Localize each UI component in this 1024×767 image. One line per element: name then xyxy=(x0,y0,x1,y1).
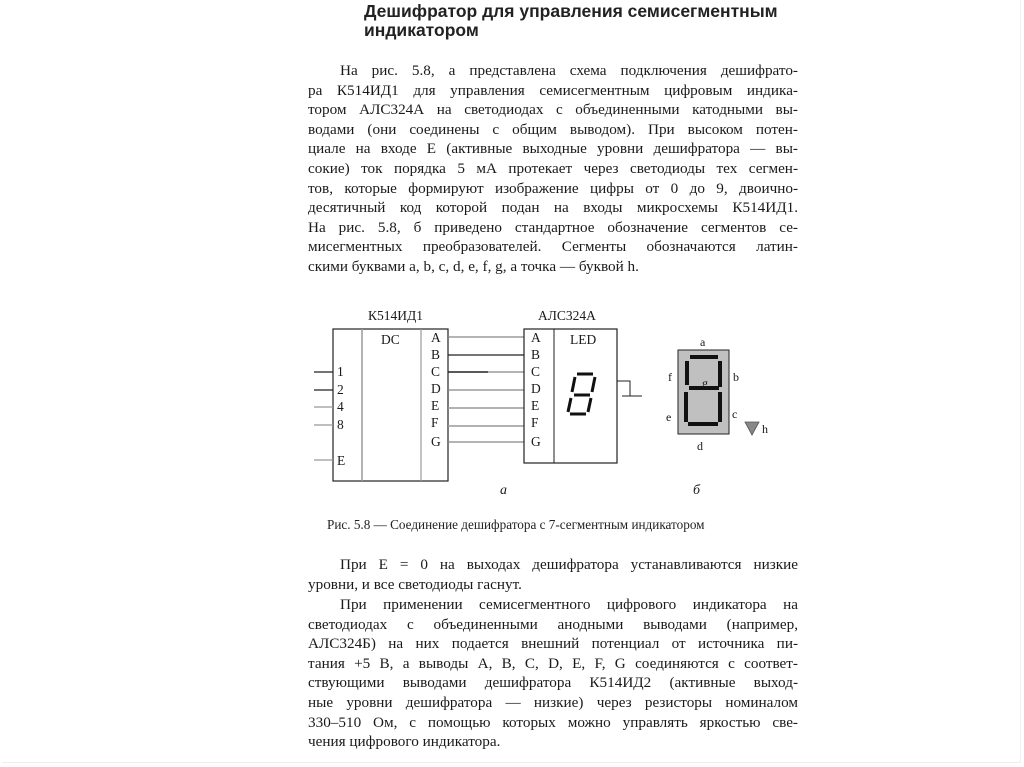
figure-caption: Рис. 5.8 — Соединение дешифратора с 7-сегментным индикатором xyxy=(327,517,705,532)
text-line: сокие) ток порядка 5 мА протекает через светодиоды тех сегмен- xyxy=(308,159,798,177)
segment-label-c: c xyxy=(732,407,738,421)
segment-label-h: h xyxy=(762,422,768,436)
paragraph-1 xyxy=(308,61,798,277)
indicator-input-d: D xyxy=(531,381,541,396)
decoder-output-g: G xyxy=(431,434,441,449)
decoder-output-e: E xyxy=(431,398,440,413)
circuit-diagram xyxy=(300,295,800,510)
title-line-1: Дешифратор для управления семисегментным xyxy=(364,1,778,21)
sub-figure-label-b: б xyxy=(693,483,701,498)
text-line: скими буквами a, b, c, d, e, f, g, а точка — буквой h. xyxy=(308,257,639,275)
text-line: На рис. 5.8, а представлена схема подключения дешифрато- xyxy=(340,62,798,79)
decoder-input-e: E xyxy=(337,453,346,468)
indicator-name: АЛС324А xyxy=(538,308,596,323)
decoder-dc-label: DC xyxy=(381,332,400,347)
decoder-input-1: 1 xyxy=(337,364,344,379)
sub-figure-label-a: а xyxy=(500,483,507,498)
segment-label-a: a xyxy=(700,335,706,349)
indicator-input-g: G xyxy=(531,434,541,449)
text-line: 330–510 Ом, с помощью которых можно управлять яркостью све- xyxy=(308,713,798,731)
text-line: десятичный код которой подан на входы микросхемы К514ИД1. xyxy=(308,199,798,217)
digit-8-icon xyxy=(568,374,595,414)
segment-label-f: f xyxy=(668,370,672,384)
text-line: мисегментных преобразователей. Сегменты обозначаются латин- xyxy=(308,238,798,256)
segment-label-g: g xyxy=(702,376,708,390)
text-line: уровни, и все светодиоды гаснут. xyxy=(308,575,522,593)
decoder-output-b: B xyxy=(431,347,441,362)
text-line: циале на входе E (активные выходные уровни дешифратора — вы- xyxy=(308,140,798,158)
decoder-output-d: D xyxy=(431,381,441,396)
segment-label-d: d xyxy=(697,439,703,453)
text-line: ра К514ИД1 для управления семисегментным цифровым индика- xyxy=(308,81,798,99)
decoder-input-8: 8 xyxy=(337,417,344,432)
decoder-name: К514ИД1 xyxy=(368,308,423,323)
indicator-input-c: C xyxy=(531,364,541,379)
indicator-input-b: B xyxy=(531,347,541,362)
text-line: светодиодах с объединенными анодными выводами (например, xyxy=(308,615,798,633)
text-line: чения цифрового индикатора. xyxy=(308,733,501,751)
text-line: При применении семисегментного цифрового индикатора на xyxy=(340,596,798,613)
figure-5-8 xyxy=(300,295,800,515)
decoder-input-2: 2 xyxy=(337,382,344,397)
text-line: водами (они соединены с общим выводом). При высоком потен- xyxy=(308,120,798,138)
indicator-input-f: F xyxy=(531,415,539,430)
decoder-output-f: F xyxy=(431,415,439,430)
page-title xyxy=(364,2,824,40)
text-line: При E = 0 на выходах дешифратора устанавливаются низкие xyxy=(340,556,798,573)
text-line: На рис. 5.8, б приведено стандартное обозначение сегментов се- xyxy=(308,218,798,236)
text-line: тания +5 В, а выводы A, B, C, D, E, F, G соединяются с соответ- xyxy=(308,654,798,672)
segment-label-e: e xyxy=(666,410,672,424)
indicator-input-e: E xyxy=(531,398,540,413)
decoder-output-a: A xyxy=(431,330,441,345)
text-line: АЛС324Б) на них подается внешний потенциал от источника пи- xyxy=(308,635,798,653)
decoder-output-c: C xyxy=(431,364,441,379)
title-line-2: индикатором xyxy=(364,20,479,40)
paragraph-3 xyxy=(308,595,798,752)
text-line: тором АЛС324А на светодиодах с объединенными катодными вы- xyxy=(308,101,798,119)
text-line: ствующими выводами дешифратора К514ИД2 (активные выход- xyxy=(308,674,798,692)
text-line: тов, которые формируют изображение цифры от 0 до 9, двоично- xyxy=(308,179,798,197)
indicator-input-a: A xyxy=(531,330,541,345)
indicator-led-label: LED xyxy=(570,332,597,347)
paragraph-2 xyxy=(308,555,798,594)
segment-label-b: b xyxy=(733,370,739,384)
decoder-input-4: 4 xyxy=(337,399,344,414)
text-line: ные уровни дешифратора — низкие) через резисторы номиналом xyxy=(308,693,798,711)
